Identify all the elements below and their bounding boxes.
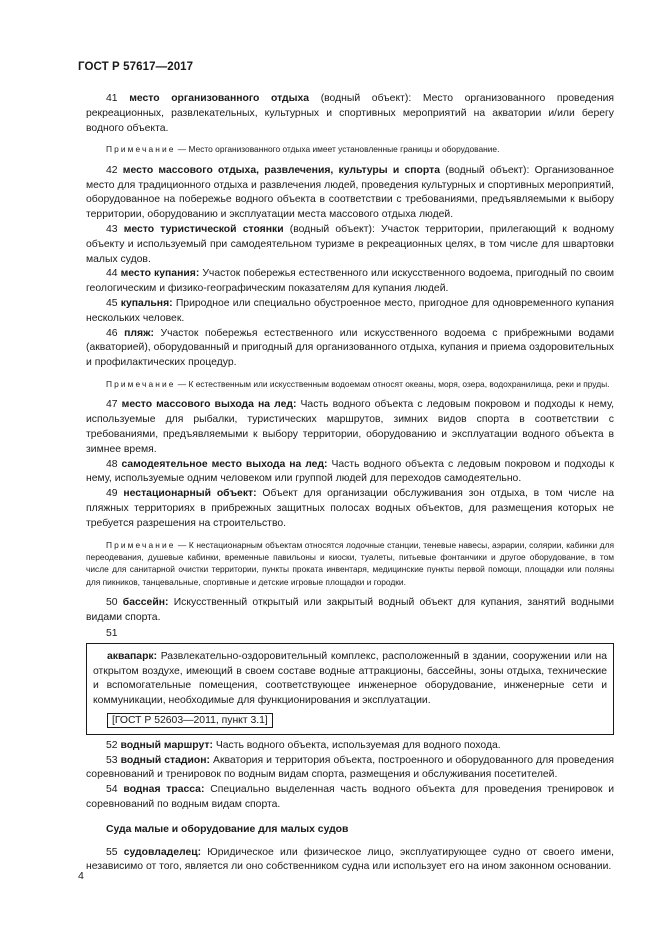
term-50 <box>86 596 614 626</box>
note-46 <box>86 378 614 390</box>
term-definition: Участок побережья естественного или искусственного водоема с прибрежными водами (акваторией), оборудованный и пригодный для организованного отдыха, купания и приема оздоровительных и профилактических процедур. <box>86 327 615 369</box>
term-name: судовладелец: <box>123 846 202 858</box>
term-49 <box>86 487 614 531</box>
term-number: 52 <box>106 739 118 751</box>
term-48 <box>86 458 614 488</box>
note-text: — Место организованного отдыха имеет установленные границы и оборудование. <box>175 144 500 155</box>
note-label: Примечание <box>106 539 176 550</box>
term-name: место организованного отдыха <box>129 93 310 104</box>
note-text: — К нестационарным объектам относятся лодочные станции, теневые навесы, аэрарии, солярии, кабинки для переодевания, душевые кабинки, временные павильоны и киоски, туалеты, питьевые фонтанчики и другое оборудование, в том числе для санитарной очистки территории, пункты проката инвентаря, медицинские пункты первой помощи, площадки или поляны для пикников, танцевальные, спортивные и детские игровые площадки и городки. <box>86 539 614 587</box>
term-definition: Специально выделенная часть водного объекта для проведения тренировок и соревнований по водным видам спорта. <box>86 784 615 810</box>
note-41 <box>86 143 614 155</box>
term-definition: Часть водного объекта с ледовым покровом и подходы к нему, используемые для рыбалки, туристических маршрутов, зимних видов спорта в соответствии с требованиями, предъявляемыми к выбору территории, оборудованию и эксплуатации водного объекта в зимнее время. <box>86 399 614 455</box>
term-name: место массового отдыха, развлечения, культуры и спорта <box>122 164 440 176</box>
term-number: 53 <box>106 754 118 766</box>
section-title: Суда малые и оборудование для малых судов <box>106 823 349 835</box>
term-name: нестационарный объект: <box>123 488 257 500</box>
page-number: 4 <box>78 870 84 882</box>
term-number: 54 <box>106 784 118 796</box>
term-53 <box>86 754 614 784</box>
note-label: Примечание <box>106 378 176 389</box>
term-number: 49 <box>106 488 118 500</box>
term-number: 48 <box>106 458 118 470</box>
term-definition: Развлекательно-оздоровительный комплекс, расположенный в здании, сооружении или на открытом воздухе, имеющий в своем составе водные аттракционы, бассейны, зоны отдыха, технические и вспомогательные помещения, соответствующее инженерное оборудование, инженерные сети и коммуникации, необходимые для функционирования и эксплуатации. <box>93 650 607 707</box>
note-49 <box>86 539 614 589</box>
term-42 <box>86 164 614 223</box>
term-number: 45 <box>106 297 118 309</box>
term-name: бассейн: <box>122 597 169 609</box>
term-number: 41 <box>106 93 118 104</box>
term-51 <box>93 650 607 709</box>
standard-header: ГОСТ Р 57617—2017 <box>78 61 194 73</box>
term-name: водный стадион: <box>120 754 210 766</box>
term-54 <box>86 783 614 813</box>
note-label: Примечание <box>106 144 176 155</box>
term-41 <box>86 92 614 136</box>
term-definition: Природное или специально обустроенное место, пригодное для одновременного купания нескольких человек. <box>86 297 614 324</box>
term-definition: (водный объект): Организованное место для традиционного отдыха и развлечения людей, проведения культурных и спортивных мероприятий, оборудованное на побережье водного объекта в соответствии с требованиями, предъявляемыми к выбору территории, оборудованию и эксплуатации места массового отдыха людей. <box>86 164 614 221</box>
term-46 <box>86 327 614 371</box>
term-number: 43 <box>106 223 118 235</box>
source-reference: [ГОСТ Р 52603—2011, пункт 3.1] <box>107 713 273 728</box>
term-number: 55 <box>106 846 118 858</box>
term-definition: Юридическое или физическое лицо, эксплуатирующее судно от своего имени, независимо от того, является ли оно собственником судна или использует его на ином законном основании. <box>86 846 614 873</box>
term-51-number: 51 <box>106 627 118 639</box>
term-number: 46 <box>106 327 118 339</box>
term-43 <box>86 223 614 267</box>
term-name: место массового выхода на лед: <box>121 399 297 411</box>
term-number: 47 <box>106 399 118 411</box>
term-55 <box>86 846 614 876</box>
term-52 <box>86 739 614 754</box>
term-number: 44 <box>106 268 118 280</box>
term-name: пляж: <box>124 327 154 339</box>
document-body <box>86 92 614 875</box>
term-45 <box>86 297 614 327</box>
term-name: аквапарк: <box>107 650 158 662</box>
term-definition: Объект для организации обслуживания зон отдыха, в том числе на пляжных территориях в прибрежных защитных полосах водных объектов, для размещения которых не требуется разрешения на строительство. <box>86 488 614 529</box>
term-definition: (водный объект): Участок территории, прилегающий к водному объекту и используемый при самодеятельном туризме в рекреационных целях, в том числе для швартовки малых судов. <box>86 223 614 265</box>
term-51-frame <box>86 643 614 735</box>
term-name: водная трасса: <box>123 784 205 796</box>
term-definition: Часть водного объекта, используемая для водного похода. <box>212 739 501 751</box>
term-44 <box>86 267 614 297</box>
term-name: место туристической стоянки <box>123 223 284 235</box>
term-name: водный маршрут: <box>120 739 213 751</box>
term-name: место купания: <box>120 268 200 280</box>
note-text: — К естественным или искусственным водоемам относят океаны, моря, озера, водохранилища, реки и пруды. <box>175 378 610 389</box>
term-number: 42 <box>106 164 118 176</box>
term-name: самодеятельное место выхода на лед: <box>121 458 328 470</box>
term-definition: Участок побережья естественного или искусственного водоема, пригодный по своим геологическим и физико-географическим показателям для купания людей. <box>86 268 614 295</box>
term-number: 50 <box>106 597 118 609</box>
term-name: купальня: <box>120 297 173 309</box>
term-definition: (водный объект): Место организованного проведения рекреационных, развлекательных, культурных и спортивных мероприятий на акватории и/или берегу водного объекта. <box>86 93 615 134</box>
term-definition: Часть водного объекта с ледовым покровом и подходы к нему, используемые одним человеком или группой людей для переходов самодеятельно. <box>86 458 614 485</box>
term-47 <box>86 398 614 457</box>
term-definition: Искусственный открытый или закрытый водный объект для купания, занятий водными видами спорта. <box>86 597 614 623</box>
term-definition: Акватория и территория объекта, построенного и оборудованного для проведения соревнований и тренировок по водным видам спорта, размещения и обслуживания посетителей. <box>86 754 614 781</box>
